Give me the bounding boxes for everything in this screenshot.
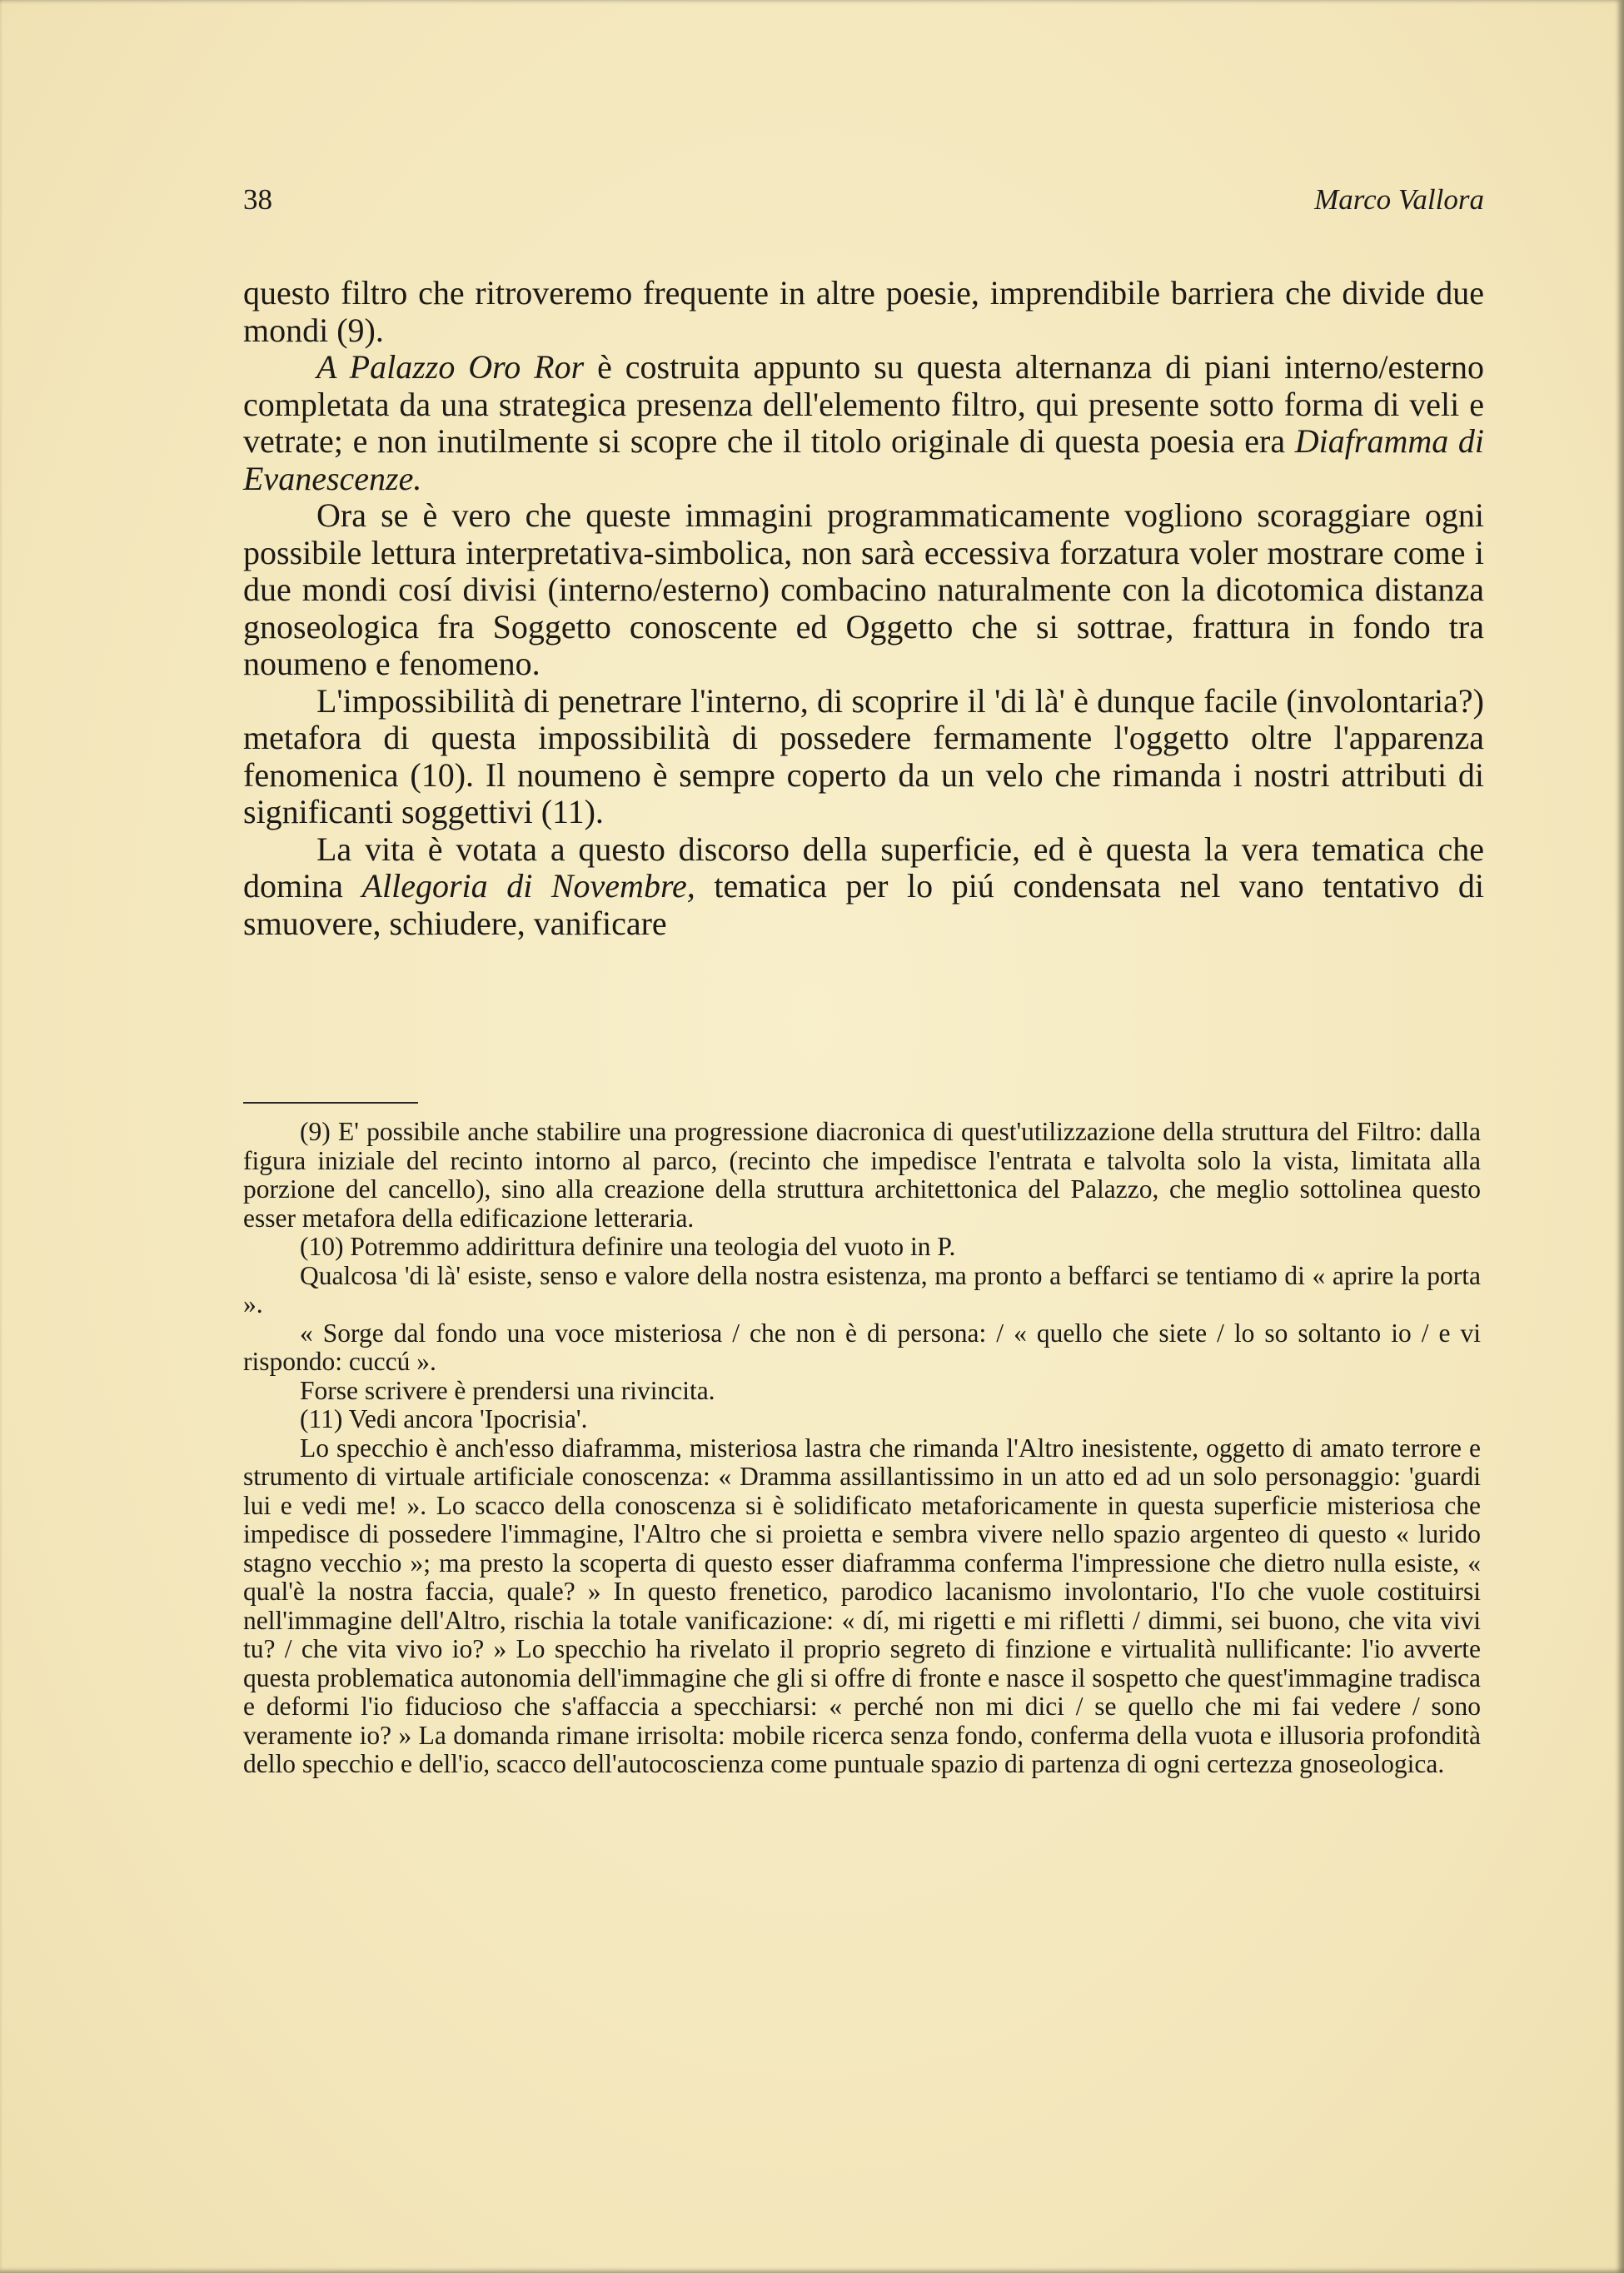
footnotes [243, 1118, 1481, 1779]
poem-title-allegoria: Allegoria di Novembre, [361, 867, 695, 905]
page-number: 38 [243, 183, 272, 216]
body-text [243, 275, 1484, 942]
running-head [243, 183, 1484, 220]
footnote-separator [243, 1102, 418, 1104]
paragraph-4: L'impossibilità di penetrare l'interno, di scoprire il 'di là' è dunque facile (involontaria?) metafora di questa impossibilità di possedere fermamente l'oggetto oltre l'apparenza fenomenica (10). Il noumeno è sempre coperto da un velo che rimanda i nostri attributi di significanti soggettivi (11). [243, 681, 1484, 830]
footnote-10: (10) Potremmo addirittura definire una teologia del vuoto in P. [300, 1232, 956, 1261]
paragraph-2-text: è costruita appunto su questa alternanza di piani interno/esterno completata da una strategica presenza dell'elemento filtro, qui presente sotto forma di veli e vetrate; e non inutilmente si scopre che il titolo originale di questa poesia era [243, 348, 1484, 460]
footnote-11: (11) Vedi ancora 'Ipocrisia'. [300, 1404, 588, 1433]
paragraph-2 [243, 349, 1484, 497]
footnote-10-cont-1: Qualcosa 'di là' esiste, senso e valore della nostra esistenza, ma pronto a beffarci se tentiamo di « aprire la porta ». [243, 1260, 1481, 1318]
poem-original-title: Diaframma di Evanescenze. [243, 422, 1485, 497]
paragraph-1: questo filtro che ritroveremo frequente in altre poesie, imprendibile barriera che divide due mondi (9). [243, 274, 1484, 349]
running-author: Marco Vallora [1314, 183, 1484, 216]
footnote-9: (9) E' possibile anche stabilire una progressione diacronica di quest'utilizzazione della struttura del Filtro: dalla figura iniziale del recinto intorno al parco, (recinto che impedisce l'entrata e talvolta solo la vista, limitata alla porzione del cancello), sino alla creazione della struttura architettonica del Palazzo, che meglio sottolinea questo esser metafora della edificazione letteraria. [243, 1117, 1481, 1233]
footnote-11-cont: Lo specchio è anch'esso diaframma, misteriosa lastra che rimanda l'Altro inesistente, oggetto di amato terrore e strumento di virtuale artificiale conoscenza: « Dramma assillantissimo in un atto ed ad un solo personaggio: 'guardi lui e vedi me! ». Lo scacco della conoscenza si è solidificato metaforicamente in questa superficie misteriosa che impedisce di possedere l'immagine, l'Altro che si proietta e sembra vivere nello spazio argenteo di questo « lurido stagno vecchio »; ma presto la scoperta di questo esser diaframma conferma l'impressione che dietro nulla esiste, « qual'è la nostra faccia, quale? » In questo frenetico, parodico lacanismo involontario, l'Io che vuole costituirsi nell'immagine dell'Altro, rischia la totale vanificazione: « dí, mi rigetti e mi rifletti / dimmi, sei buono, che vita vivi tu? / che vita vivo io? » Lo specchio ha rivelato il proprio segreto di finzione e virtualità nullificante: l'io avverte questa problematica autonomia dell'immagine che gli si offre di fronte e nasce il sospetto che quest'immagine tradisca e deformi l'io fiducioso che s'affaccia a specchiarsi: « perché non mi dici / se quello che mi fai vedere / sono veramente io? » La domanda rimane irrisolta: mobile ricerca senza fondo, conferma della vuota e illusoria profondità dello specchio e dell'io, scacco dell'autocoscienza come puntuale spazio di partenza di ogni certezza gnoseologica. [243, 1433, 1481, 1778]
paragraph-5-text-a: La vita è votata a questo discorso della superficie, ed è questa la vera tematica che domina [243, 830, 1484, 905]
paragraph-5-text-b: tematica per lo piú condensata nel vano tentativo di smuovere, schiudere, vanificare [243, 867, 1484, 942]
paragraph-3: Ora se è vero che queste immagini programmaticamente vogliono scoraggiare ogni possibile lettura interpretativa-simbolica, non sarà eccessiva forzatura voler mostrare come i due mondi cosí divisi (interno/esterno) combacino naturalmente con la dicotomica distanza gnoseologica fra Soggetto conoscente ed Oggetto che si sottrae, frattura in fondo tra noumeno e fenomeno. [243, 496, 1484, 682]
poem-title-palazzo: A Palazzo Oro Ror [316, 348, 585, 386]
paragraph-5 [243, 831, 1484, 943]
footnote-10-cont-3: Forse scrivere è prendersi una rivincita. [300, 1375, 715, 1405]
footnote-10-cont-2: « Sorge dal fondo una voce misteriosa / che non è di persona: / « quello che siete / lo so soltanto io / e vi rispondo: cuccú ». [243, 1318, 1481, 1376]
